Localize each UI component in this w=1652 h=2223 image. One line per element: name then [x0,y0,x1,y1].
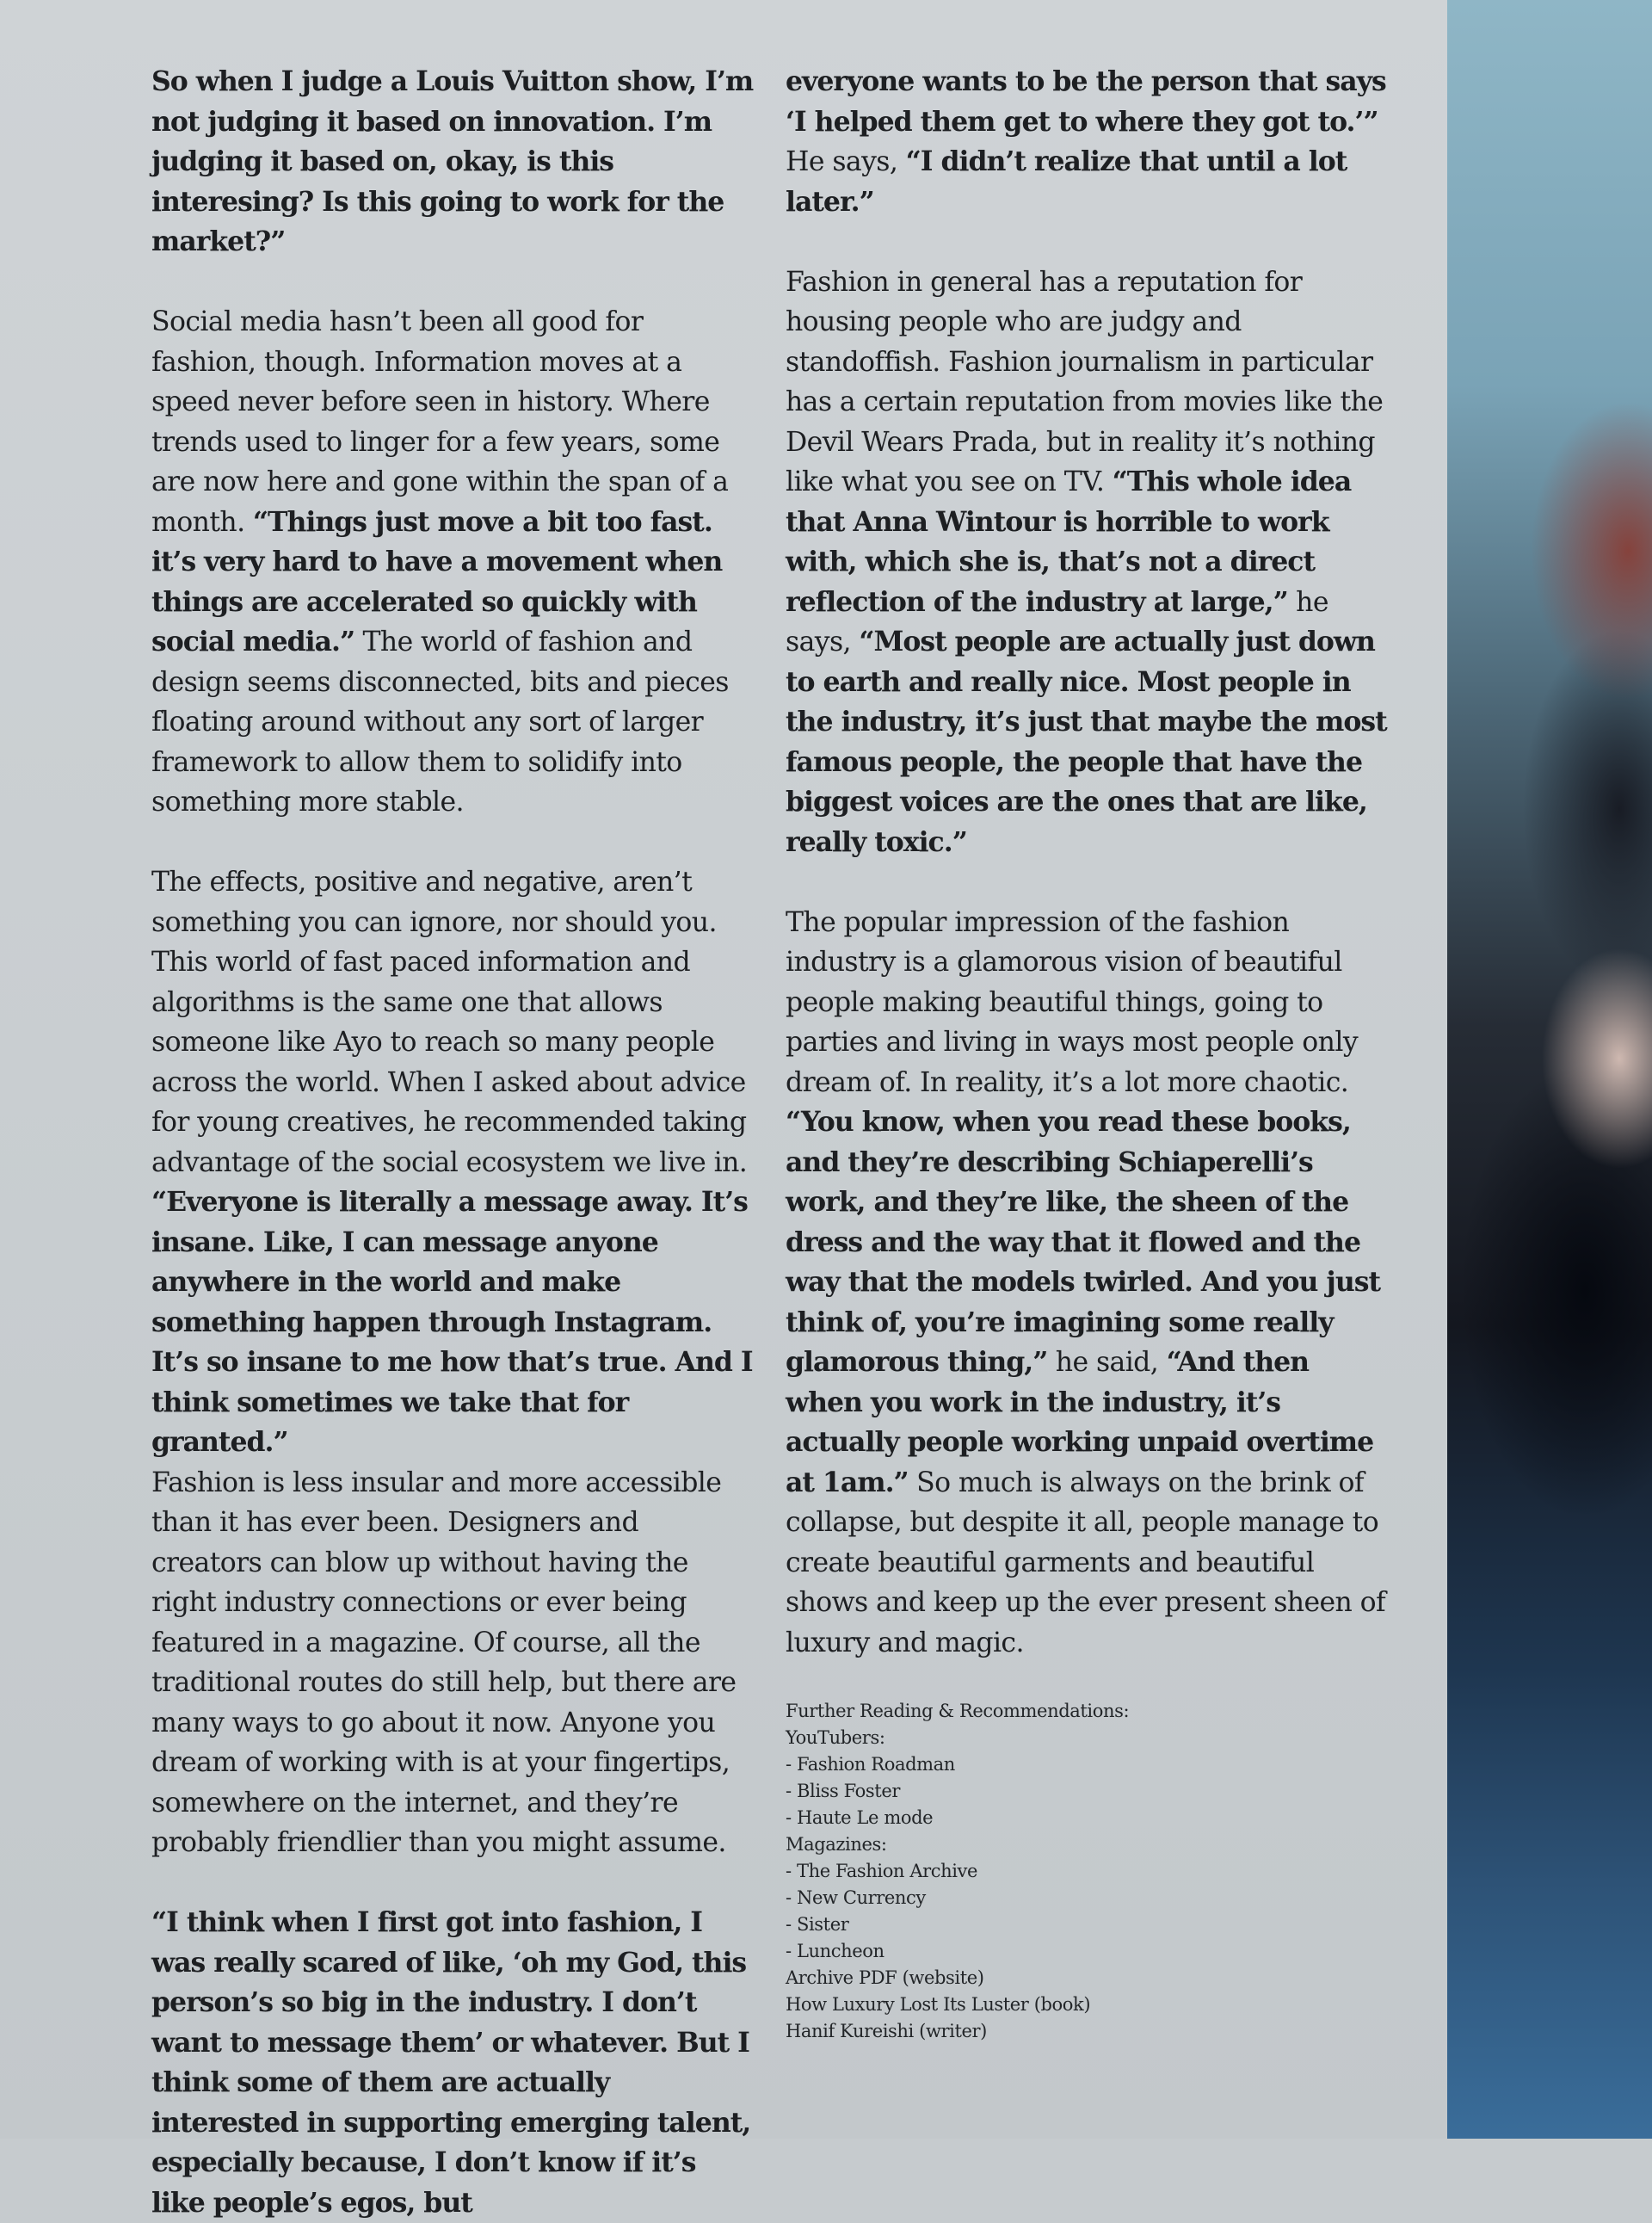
body-text: So much is always on the brink of collapse, but despite it all, people manage to create beautiful garments and beautiful shows and keep up the ever present sheen of luxury and magic. [786,1467,1386,1658]
right-paragraph-2 [786,262,1388,863]
body-text: Social media hasn’t been all good for fashion, though. Information moves at a speed never before seen in history. Where trends used to linger for a few years, some are now here and gone within the span of a month. [151,306,729,538]
pull-quote: So when I judge a Louis Vuitton show, I’m not judging it based on innovation. I’m judging it based on, okay, is this interesing? Is this going to work for the market?” [151,65,754,257]
pull-quote: “And then when you work in the industry, it’s actually people working unpaid overtime at 1am.” [786,1346,1374,1498]
body-text: he said, [1047,1347,1167,1378]
body-text: Fashion is less insular and more accessible than it has ever been. Designers and creators can blow up without having the right industry connections or ever being featured in a magazine. Of course, all the traditional routes do still help, but there are many ways to go about it now. Anyone you dream of working with is at your fingertips, somewhere on the internet, and they’re probably friendlier than you might assume. [151,1467,737,1858]
pull-quote: “Things just move a bit too fast. it’s very hard to have a movement when things are accelerated so quickly with social media.” [151,505,723,658]
right-text-column [786,62,1388,1663]
list-item: - Sister [786,1914,849,1935]
left-paragraph-2 [151,302,754,823]
body-text: The world of fashion and design seems disconnected, bits and pieces floating around without any sort of larger framework to allow them to solidify into something more stable. [151,627,729,818]
left-paragraph-3 [151,862,754,1463]
body-text: Fashion in general has a reputation for housing people who are judgy and standoffish. Fashion journalism in particular has a certain reputation from movies like the Devil Wears Prada, but in reality it’s nothing like what you see on TV. [786,266,1384,497]
right-paragraph-3 [786,903,1388,1664]
list-item: - The Fashion Archive [786,1861,978,1881]
pull-quote: everyone wants to be the person that says ‘I helped them get to where they got to.’” [786,65,1386,138]
list-item: Magazines: [786,1834,887,1855]
body-text: The effects, positive and negative, aren’t something you can ignore, nor should you. This world of fast paced information and algorithms is the same one that allows someone like Ayo to reach so many people across the world. When I asked about advice for young creatives, he recommended taking advantage of the social ecosystem we live in. [151,867,748,1178]
right-paragraph-1 [786,62,1388,222]
list-item: - Luncheon [786,1941,885,1961]
pull-quote: “You know, when you read these books, and they’re describing Schiaperelli’s work, and they’re like, the sheen of the dress and the way that it flowed and the way that the models twirled. And you just think of, you’re imagining some really glamorous thing,” [786,1106,1381,1378]
list-item: YouTubers: [786,1727,885,1748]
pull-quote: “This whole idea that Anna Wintour is horrible to work with, which she is, that’s not a direct reflection of the industry at large,” [786,466,1352,618]
left-paragraph-1 [151,62,754,262]
list-item: - Haute Le mode [786,1807,934,1828]
body-text: He says, [786,146,906,177]
further-reading-list [786,1698,1233,2045]
list-item: Archive PDF (website) [786,1967,984,1988]
left-paragraph-5 [151,1903,754,2223]
list-item: - New Currency [786,1887,926,1908]
pull-quote: “Everyone is literally a message away. It’s insane. Like, I can message anyone anywhere in the world and make something happen through Instagram. It’s so insane to me how that’s true. And I think sometimes we take that for granted.” [151,1186,753,1458]
left-paragraph-4 [151,1463,754,1863]
pull-quote: “I think when I first got into fashion, I was really scared of like, ‘oh my God, this person’s so big in the industry. I don’t want to message them’ or whatever. But I think some of them are actually interested in supporting emerging talent, especially because, I don’t know if it’s like people’s egos, but [151,1906,751,2219]
list-item: Hanif Kureishi (writer) [786,2021,987,2041]
body-text: he says, [786,586,1328,658]
blurred-photo-edge [1447,0,1652,2139]
list-item: How Luxury Lost Its Luster (book) [786,1994,1091,2015]
list-item: - Fashion Roadman [786,1754,955,1775]
body-text: The popular impression of the fashion industry is a glamorous vision of beautiful people making beautiful things, going to parties and living in ways most people only dream of. In reality, it’s a lot more chaotic. [786,906,1359,1098]
left-text-column [151,62,754,2223]
further-reading-heading: Further Reading & Recommendations: [786,1701,1130,1721]
pull-quote: “I didn’t realize that until a lot later.” [786,145,1347,218]
list-item: - Bliss Foster [786,1781,901,1801]
pull-quote: “Most people are actually just down to earth and really nice. Most people in the industry, it’s just that maybe the most famous people, the people that have the biggest voices are the ones that are like, really toxic.” [786,626,1387,858]
